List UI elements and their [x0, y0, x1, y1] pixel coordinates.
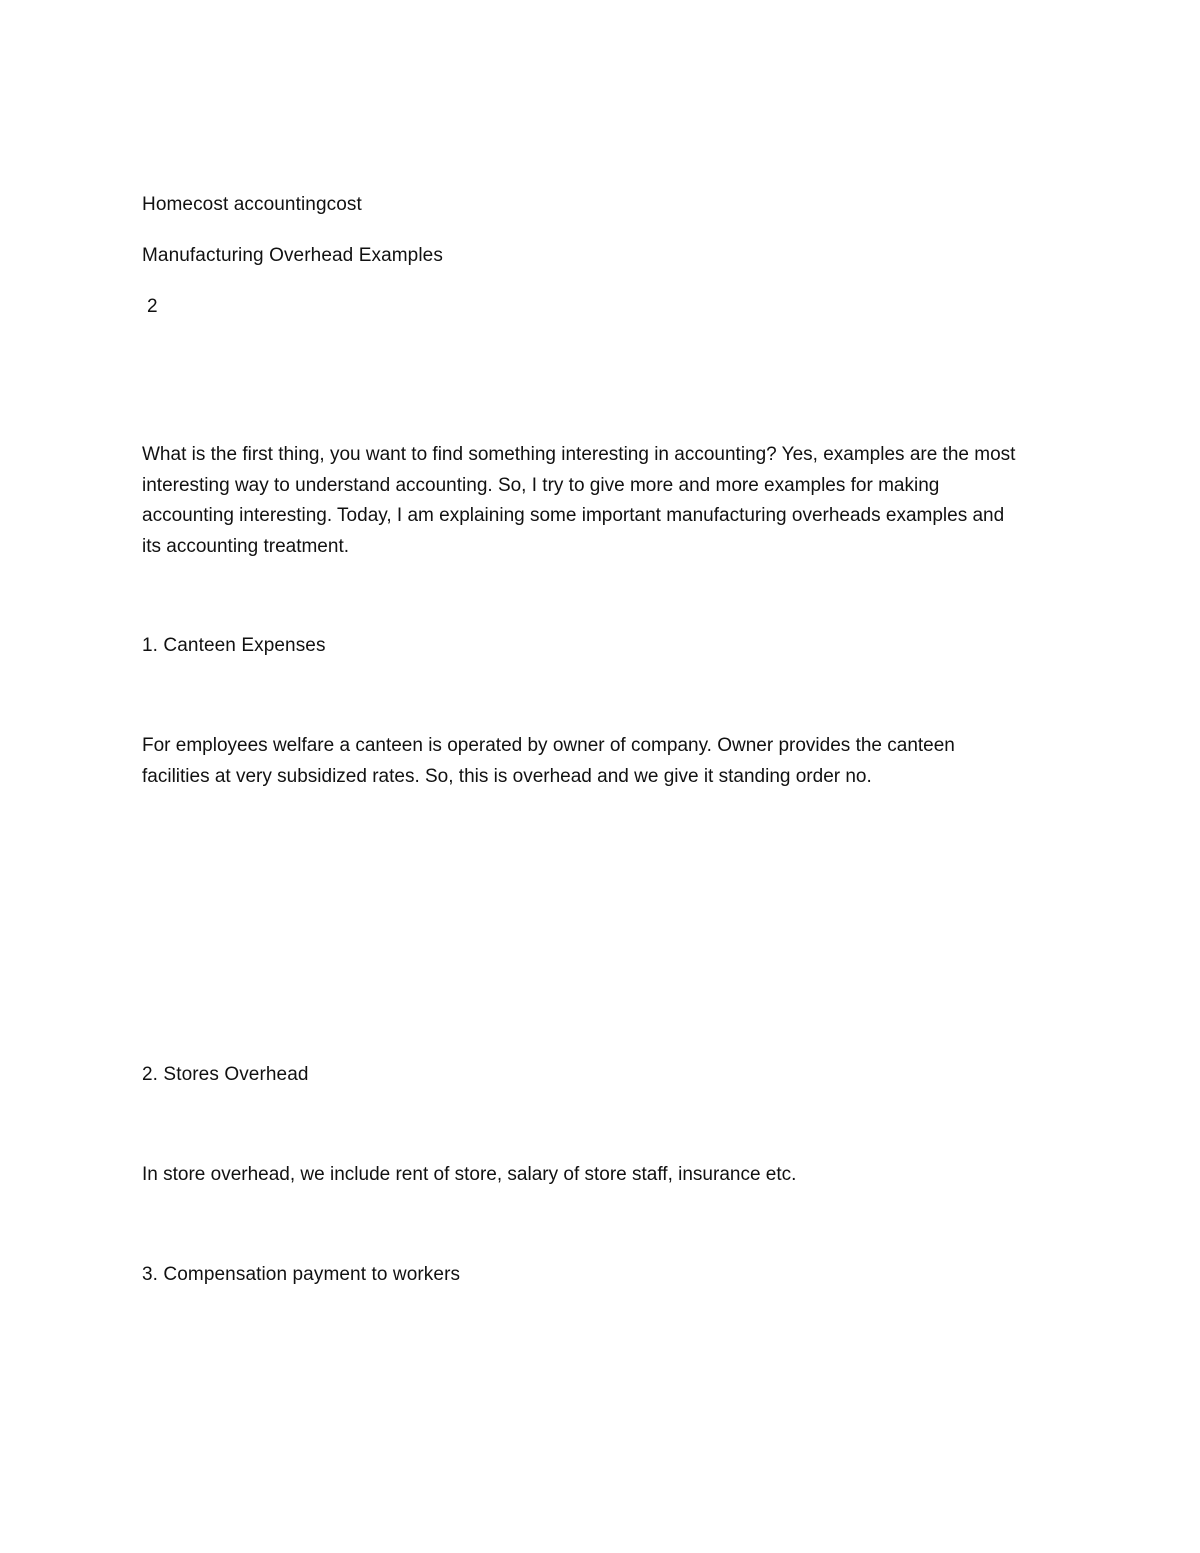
intro-line: What is the first thing, you want to find something interesting in accounting? Yes, examples are the most [142, 444, 1016, 465]
section-body-stores [142, 1160, 1062, 1191]
section-heading-compensation: 3. Compensation payment to workers [142, 1264, 461, 1285]
intro-line: its accounting treatment. [142, 535, 349, 557]
intro-line: accounting interesting. Today, I am explaining some important manufacturing overheads examples and [142, 505, 1005, 526]
section-heading-stores: 2. Stores Overhead [142, 1064, 309, 1085]
section-heading-canteen: 1. Canteen Expenses [142, 635, 326, 656]
breadcrumb: Homecost accountingcost [142, 194, 362, 215]
body-line: In store overhead, we include rent of store, salary of store staff, insurance etc. [142, 1164, 797, 1185]
body-line: facilities at very subsidized rates. So, this is overhead and we give it standing order no. [142, 765, 872, 787]
intro-line: interesting way to understand accounting. So, I try to give more and more examples for making [142, 474, 940, 496]
page-title: Manufacturing Overhead Examples [142, 245, 443, 266]
intro-paragraph [142, 440, 1062, 562]
body-line: For employees welfare a canteen is operated by owner of company. Owner provides the canteen [142, 735, 955, 756]
section-body-canteen [142, 731, 1062, 792]
count-value: 2 [147, 296, 158, 317]
